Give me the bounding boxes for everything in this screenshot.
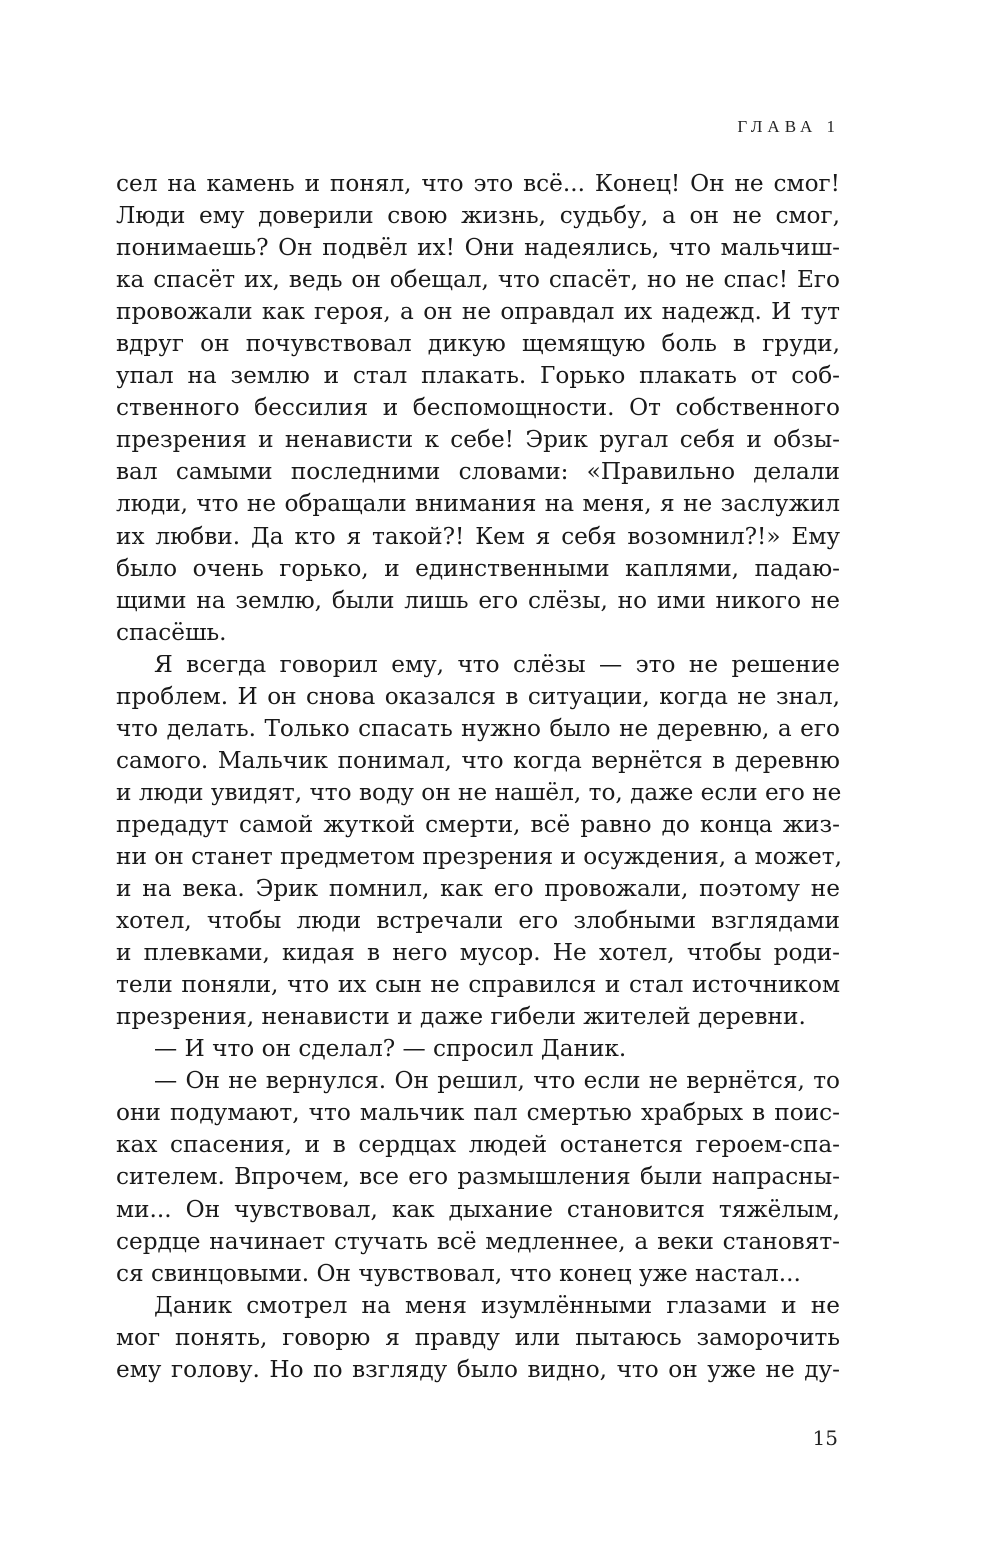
- text-line: сителем. Впрочем, все его размышления были напрасны-: [116, 1163, 840, 1191]
- text-line: вал самыми последними словами: «Правильно делали: [116, 458, 840, 486]
- text-line: понимаешь? Он подвёл их! Они надеялись, что мальчиш-: [116, 234, 840, 262]
- text-line: Я всегда говорил ему, что слёзы — это не решение: [154, 650, 840, 678]
- text-line: мог понять, говорю я правду или пытаюсь заморочить: [116, 1323, 840, 1351]
- text-line: они подумают, что мальчик пал смертью храбрых в поис-: [116, 1099, 840, 1127]
- page-number: 15: [812, 1426, 838, 1450]
- running-header: ГЛАВА 1: [737, 117, 840, 136]
- text-line: самого. Мальчик понимал, что когда вернётся в деревню: [116, 746, 840, 774]
- text-line: — И что он сделал? — спросил Даник.: [154, 1035, 627, 1063]
- text-line: спасёшь.: [116, 618, 227, 646]
- text-line: ми... Он чувствовал, как дыхание становится тяжёлым,: [116, 1195, 840, 1223]
- text-line: ему голову. Но по взгляду было видно, что он уже не ду-: [116, 1355, 840, 1383]
- text-line: ках спасения, и в сердцах людей останется героем-спа-: [116, 1131, 840, 1159]
- text-line: что делать. Только спасать нужно было не деревню, а его: [116, 714, 840, 742]
- text-line: люди, что не обращали внимания на меня, я не заслужил: [116, 490, 840, 518]
- text-line: — Он не вернулся. Он решил, что если не вернётся, то: [154, 1067, 840, 1095]
- text-line: и плевками, кидая в него мусор. Не хотел, чтобы роди-: [116, 939, 840, 967]
- text-line: сердце начинает стучать всё медленнее, а веки становят-: [116, 1227, 840, 1255]
- text-line: сел на камень и понял, что это всё... Конец! Он не смог!: [116, 170, 840, 197]
- text-line: щими на землю, были лишь его слёзы, но ими никого не: [116, 586, 840, 614]
- text-line: презрения и ненависти к себе! Эрик ругал себя и обзы-: [116, 426, 840, 454]
- text-line: ственного бессилия и беспомощности. От собственного: [116, 394, 840, 422]
- text-line: и на века. Эрик помнил, как его провожали, поэтому не: [116, 875, 840, 903]
- text-line: и люди увидят, что воду он не нашёл, то, даже если его не: [116, 778, 842, 806]
- text-line: презрения, ненависти и даже гибели жителей деревни.: [116, 1003, 806, 1031]
- text-line: Люди ему доверили свою жизнь, судьбу, а он не смог,: [116, 202, 840, 230]
- text-line: хотел, чтобы люди встречали его злобными взглядами: [116, 907, 840, 935]
- text-line: провожали как героя, а он не оправдал их надежд. И тут: [116, 298, 840, 326]
- text-line: вдруг он почувствовал дикую щемящую боль в груди,: [116, 330, 840, 358]
- text-line: проблем. И он снова оказался в ситуации, когда не знал,: [116, 682, 840, 710]
- body-text: [116, 168, 840, 1386]
- text-line: было очень горько, и единственными каплями, падаю-: [116, 554, 840, 582]
- text-line: тели поняли, что их сын не справился и стал источником: [116, 971, 840, 999]
- text-line: ка спасёт их, ведь он обещал, что спасёт, но не спас! Его: [116, 266, 840, 294]
- text-line: ся свинцовыми. Он чувствовал, что конец уже настал...: [116, 1259, 801, 1287]
- text-line: Даник смотрел на меня изумлёнными глазами и не: [154, 1291, 840, 1319]
- text-line: упал на землю и стал плакать. Горько плакать от соб-: [116, 362, 840, 390]
- text-line: ни он станет предметом презрения и осуждения, а может,: [116, 842, 842, 870]
- text-line: предадут самой жуткой смерти, всё равно до конца жиз-: [116, 810, 840, 838]
- text-line: их любви. Да кто я такой?! Кем я себя возомнил?!» Ему: [116, 522, 840, 550]
